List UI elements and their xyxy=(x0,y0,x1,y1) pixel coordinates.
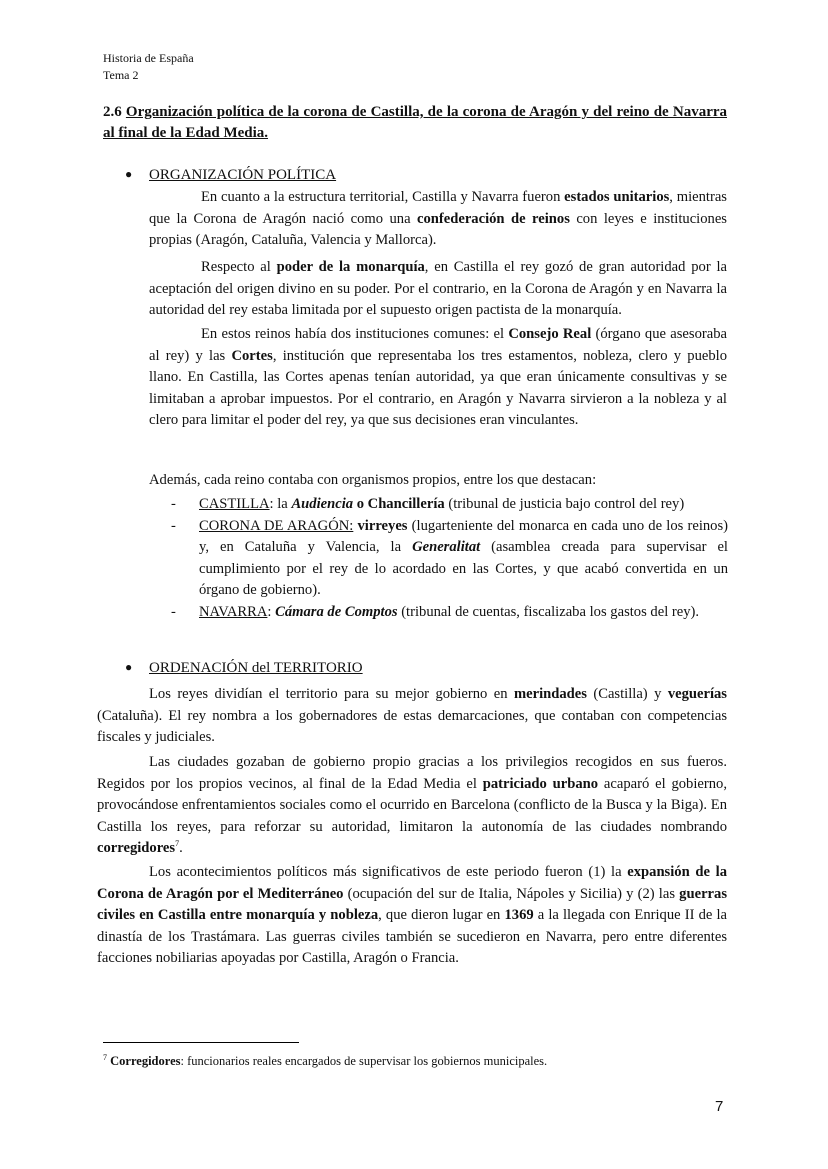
text: acaparó el gobierno, provocándose enfrentamientos sociales como el ocurrido en Barcelona (conflicto de la Busca y la Biga). En Castilla los reyes, para reforzar su autoridad, limitaron la autonomía de las ciudades nombrando xyxy=(97,775,727,835)
text: Las ciudades gozaban de gobierno propio gracias a los privilegios recogidos en sus fueros. Regidos por los propios vecinos, al final de la Edad Media el xyxy=(97,754,727,792)
paragraph-estructura xyxy=(149,187,727,252)
text: : la xyxy=(269,496,292,512)
term-corregidores: corregidores xyxy=(97,840,176,857)
paragraph-instituciones xyxy=(149,324,727,432)
text: Los acontecimientos políticos más significativos de este periodo fueron (1) la xyxy=(149,864,628,880)
heading-organizacion-label: ORGANIZACIÓN POLÍTICA xyxy=(149,167,337,183)
organismos-list xyxy=(171,494,728,624)
bullet-dot-icon: ● xyxy=(125,167,133,181)
text: con leyes e instituciones propias (Aragón, Cataluña, Valencia y Mallorca). xyxy=(149,210,727,249)
term-patriciado-urbano: patriciado urbano xyxy=(482,775,599,792)
page-number: 7 xyxy=(715,1098,724,1115)
footnote-text: : funcionarios reales encargados de supervisar los gobiernos municipales. xyxy=(180,1054,548,1068)
place-navarra: NAVARRA xyxy=(199,603,268,620)
term-generalitat: Generalitat xyxy=(412,539,481,556)
text: , que dieron lugar en xyxy=(378,907,505,924)
text: (tribunal de justicia bajo control del rey) xyxy=(444,496,685,512)
dash-marker: - xyxy=(171,496,176,512)
text: (tribunal de cuentas, fiscalizaba los gastos del rey). xyxy=(397,603,700,620)
footnote-term: Corregidores xyxy=(110,1054,181,1068)
text: En cuanto a la estructura territorial, Castilla y Navarra fueron xyxy=(201,189,565,205)
footnote xyxy=(103,1053,547,1070)
heading-ordenacion xyxy=(125,657,363,678)
paragraph-organismos-intro: Además, cada reino contaba con organismos propios, entre los que destacan: xyxy=(149,472,597,488)
bullet-dot-icon: ● xyxy=(125,660,133,674)
paragraph-monarquia xyxy=(149,257,727,322)
list-item-navarra xyxy=(171,602,728,624)
header-topic: Tema 2 xyxy=(103,68,139,82)
text: , mientras que la Corona de Aragón nació como una xyxy=(149,189,727,227)
paragraph-merindades xyxy=(97,684,727,749)
section-title xyxy=(103,102,727,144)
text: a la llegada con Enrique II de la dinastía de los Trastámara. Las guerras civiles también se sucedieron en Navarra, pero entre diferentes facciones nobiliarias apoyadas por Castilla, Aragón o Francia. xyxy=(97,907,727,967)
running-header xyxy=(103,50,194,84)
text: (asamblea creada para supervisar el cumplimiento por el rey de lo acordado en las Cortes, y que acabó convertida en un órgano de gobierno). xyxy=(199,539,728,599)
term-expansion-aragon: expansión de la Corona de Aragón por el Mediterráneo xyxy=(97,864,727,902)
list-item-aragon xyxy=(171,516,728,602)
dash-marker: - xyxy=(171,517,176,534)
text: (ocupación del sur de Italia, Nápoles y Sicilia) y (2) las xyxy=(343,885,680,902)
place-castilla: CASTILLA xyxy=(199,496,270,512)
text: Los reyes dividían el territorio para su mejor gobierno en xyxy=(149,686,514,702)
term-camara-comptos: Cámara de Comptos xyxy=(275,603,398,620)
text: (órgano que asesoraba al rey) y las xyxy=(149,326,727,364)
footnote-ref[interactable]: 7 xyxy=(175,839,180,849)
term-audiencia: Audiencia xyxy=(291,496,354,512)
term-chancilleria: o Chancillería xyxy=(353,496,445,512)
term-consejo-real: Consejo Real xyxy=(508,326,592,342)
term-1369: 1369 xyxy=(504,907,534,924)
term-virreyes: virreyes xyxy=(353,517,408,534)
section-number: 2.6 xyxy=(103,104,122,120)
footnote-mark: 7 xyxy=(103,1052,107,1062)
list-item-castilla xyxy=(171,494,728,516)
text: . xyxy=(179,840,183,857)
paragraph-ciudades xyxy=(97,752,727,860)
paragraph-acontecimientos xyxy=(97,862,727,970)
text: (Cataluña). El rey nombra a los gobernadores de estas demarcaciones, que contaban con competencias fiscales y judiciales. xyxy=(97,707,727,746)
term-poder-monarquia: poder de la monarquía xyxy=(276,259,425,275)
term-cortes: Cortes xyxy=(231,347,273,364)
place-aragon: CORONA DE ARAGÓN: xyxy=(199,517,354,534)
dash-marker: - xyxy=(171,603,176,620)
text: , en Castilla el rey gozó de gran autoridad por la aceptación del origen divino en su poder. Por el contrario, en la Corona de Aragón y en Navarra la autoridad del rey estaba limitada por el supuesto origen pactista de la monarquía. xyxy=(149,259,727,319)
text: (lugarteniente del monarca en cada uno de los reinos) y, en Cataluña y Valencia, la xyxy=(199,517,729,556)
text: Respecto al xyxy=(201,259,277,275)
term-guerras-civiles: guerras civiles en Castilla entre monarquía y nobleza xyxy=(97,885,727,924)
text: : xyxy=(267,603,276,620)
header-subject: Historia de España xyxy=(103,51,194,65)
term-veguerias: veguerías xyxy=(667,686,727,702)
text: En estos reinos había dos instituciones comunes: el xyxy=(201,326,509,342)
text: , institución que representaba los tres estamentos, nobleza, clero y pueblo llano. En Castilla, las Cortes apenas tenían autoridad, ya que eran únicamente consultivas y se limitaban a aprobar impuestos. Por el contrario, en Aragón y Navarra sirvieron a la nobleza y al clero para limitar el poder del rey, ya que sus decisiones eran vinculantes. xyxy=(149,347,727,429)
text: (Castilla) y xyxy=(586,686,668,702)
heading-organizacion xyxy=(125,164,336,185)
footnote-divider xyxy=(103,1042,299,1043)
heading-ordenacion-label: ORDENACIÓN del TERRITORIO xyxy=(149,660,363,676)
term-merindades: merindades xyxy=(513,686,587,702)
section-title-text: Organización política de la corona de Castilla, de la corona de Aragón y del reino de Navarra al final de la Edad Media. xyxy=(103,104,728,141)
term-confederacion: confederación de reinos xyxy=(417,210,570,227)
term-estados-unitarios: estados unitarios xyxy=(564,189,670,205)
